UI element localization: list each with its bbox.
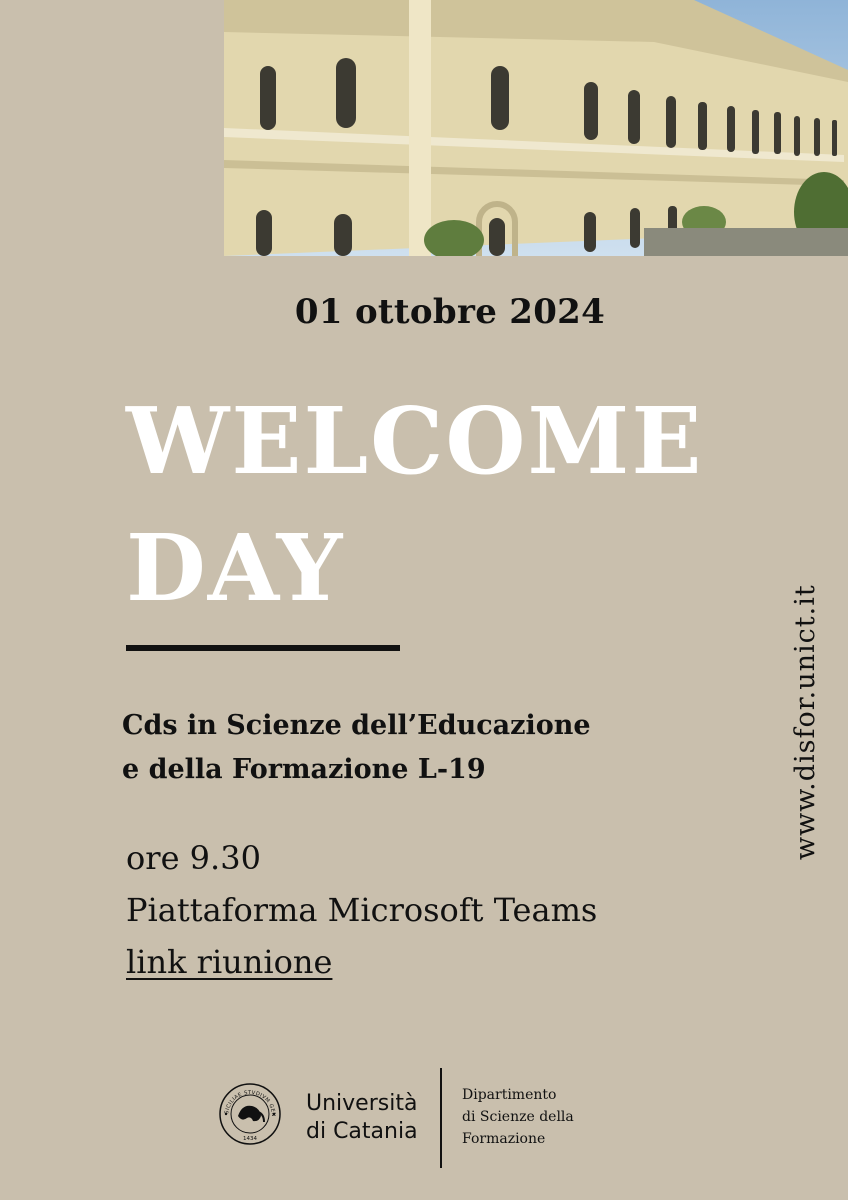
event-info bbox=[126, 832, 746, 988]
department-name bbox=[462, 1084, 574, 1150]
department-line-3: Formazione bbox=[462, 1131, 546, 1147]
course-line-2: e della Formazione L-19 bbox=[122, 754, 486, 785]
website-url: www.disfor.unict.it bbox=[790, 584, 821, 860]
event-time: ore 9.30 bbox=[126, 839, 261, 877]
title-line-day: DAY bbox=[126, 514, 345, 622]
university-line-2: di Catania bbox=[306, 1119, 418, 1144]
event-date: 01 ottobre 2024 bbox=[294, 292, 606, 332]
department-line-1: Dipartimento bbox=[462, 1087, 557, 1103]
seal-text: SICILIAE STVDIVM GEN bbox=[224, 1089, 277, 1117]
course-line-1: Cds in Scienze dell’Educazione bbox=[122, 710, 591, 741]
university-line-1: Università bbox=[306, 1091, 418, 1116]
seal-year: 1434 bbox=[243, 1136, 257, 1142]
building-photo bbox=[224, 0, 848, 256]
course-name bbox=[122, 704, 682, 792]
event-platform: Piattaforma Microsoft Teams bbox=[126, 891, 598, 929]
university-seal-icon bbox=[218, 1082, 282, 1146]
department-line-2: di Scienze della bbox=[462, 1109, 574, 1125]
footer-separator bbox=[440, 1068, 442, 1168]
meeting-link[interactable]: link riunione bbox=[126, 943, 333, 981]
title-line-welcome: WELCOME bbox=[126, 387, 704, 495]
footer bbox=[0, 1060, 848, 1170]
divider-rule bbox=[126, 645, 400, 651]
university-name bbox=[306, 1090, 418, 1146]
